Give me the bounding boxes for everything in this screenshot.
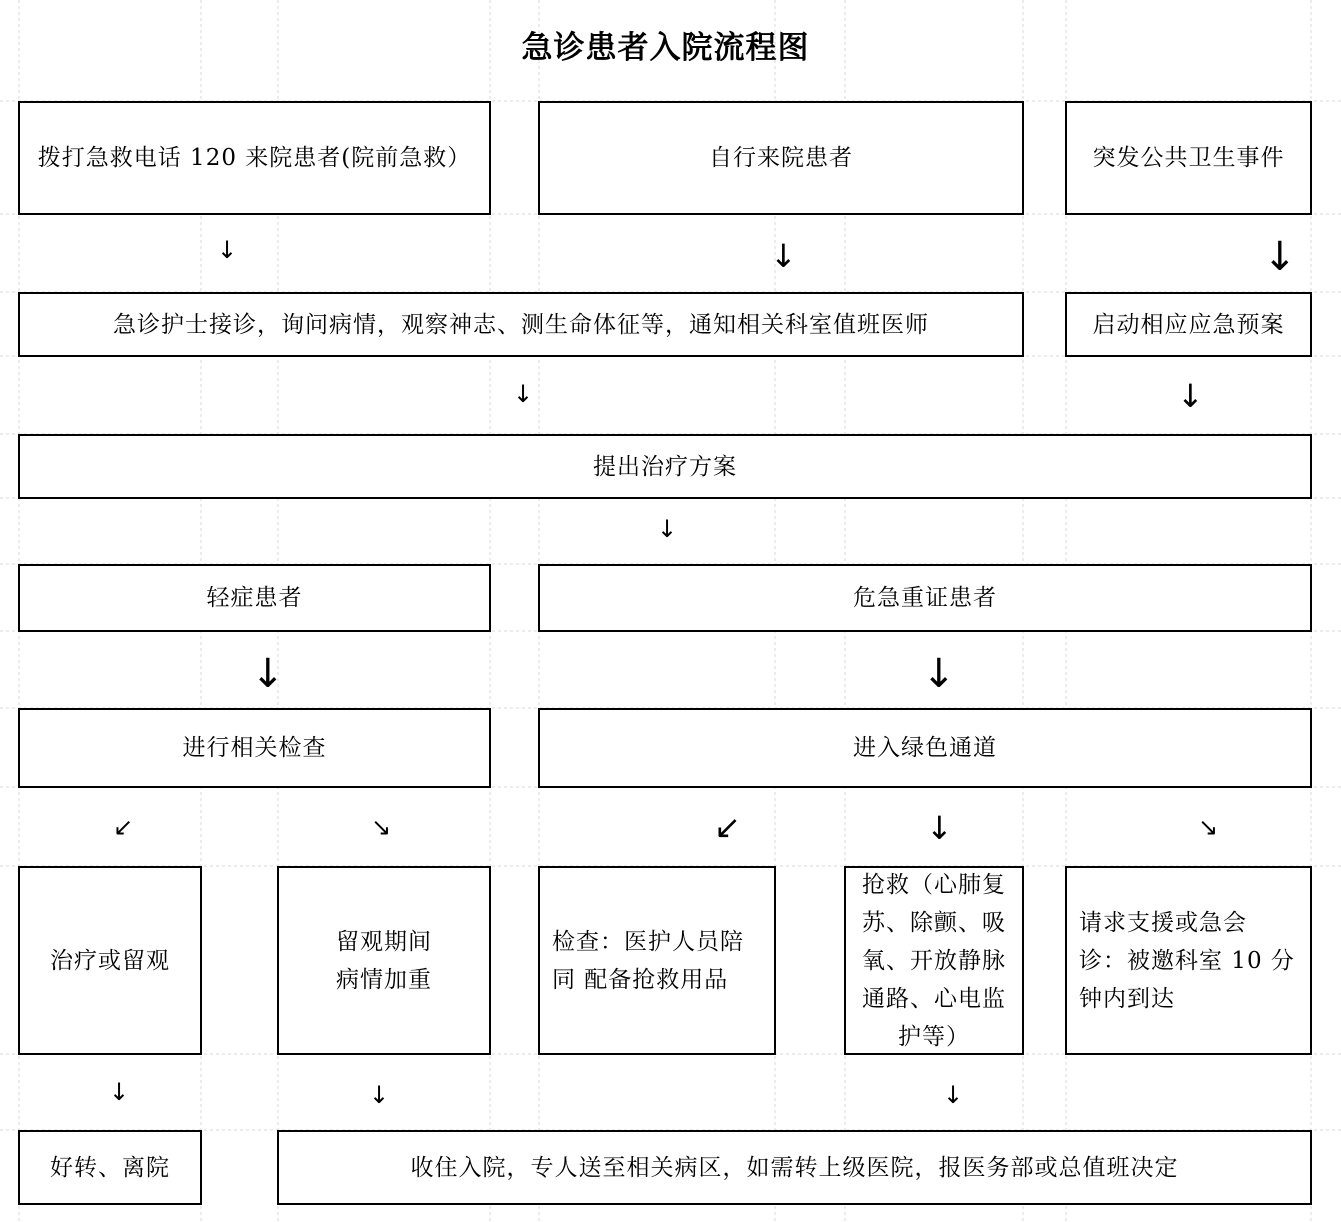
box-consult (1065, 866, 1312, 1055)
box-treatment-plan-label: 提出治疗方案 (593, 453, 737, 480)
box-related-exams-label: 进行相关检查 (182, 735, 327, 761)
arrow-down-left-icon: ↙ (714, 808, 741, 846)
arrow-down-icon: ↓ (251, 651, 285, 697)
box-emergency-plan (1065, 292, 1312, 357)
box-treatment-plan (18, 434, 1312, 499)
arrow-down-icon: ↓ (926, 809, 953, 847)
box-call-120-label: 拨打急救电话 120 来院患者(院前急救） (37, 145, 472, 171)
box-exam-escort-line: 同 配备抢救用品 (552, 966, 729, 993)
box-call-120 (18, 101, 491, 215)
arrow-down-icon: ↓ (1177, 377, 1204, 415)
box-treat-or-observe-label: 治疗或留观 (50, 947, 170, 974)
box-rescue-line: 护等） (898, 1023, 970, 1050)
box-nurse-reception (18, 292, 1024, 357)
box-consult-line: 请求支援或急会 (1079, 909, 1247, 936)
arrow-down-icon: ↓ (513, 380, 534, 408)
box-walk-in (538, 101, 1024, 215)
box-exam-escort-line: 检查：医护人员陪 (552, 928, 744, 955)
box-exam-escort (538, 866, 776, 1055)
box-public-health-event-label: 突发公共卫生事件 (1092, 145, 1285, 171)
box-rescue-line: 苏、除颤、吸 (862, 909, 1006, 936)
box-rescue-line: 抢救（心肺复 (862, 871, 1006, 898)
box-green-channel (538, 708, 1312, 788)
arrow-down-right-icon: ↘ (371, 813, 392, 841)
arrow-down-icon: ↓ (657, 515, 678, 543)
box-rescue-line: 通路、心电监 (862, 985, 1006, 1012)
box-admission (277, 1130, 1312, 1205)
box-observation-worsen (277, 866, 491, 1055)
box-critical-patients-label: 危急重证患者 (853, 585, 997, 611)
arrow-down-icon: ↓ (217, 236, 238, 264)
arrow-down-icon: ↓ (369, 1081, 390, 1109)
box-improve-discharge-label: 好转、离院 (50, 1154, 170, 1181)
box-emergency-plan-label: 启动相应应急预案 (1092, 311, 1285, 338)
box-observation-worsen-line: 留观期间 (336, 928, 432, 955)
box-observation-worsen-line: 病情加重 (336, 966, 432, 993)
box-consult-line: 钟内到达 (1079, 985, 1175, 1012)
box-public-health-event (1065, 101, 1312, 215)
arrow-down-icon: ↓ (109, 1078, 130, 1106)
arrow-down-icon: ↓ (922, 651, 956, 697)
arrow-down-icon: ↓ (1263, 234, 1297, 280)
arrow-down-icon: ↓ (770, 237, 797, 275)
box-critical-patients (538, 564, 1312, 632)
arrow-down-icon: ↓ (943, 1081, 964, 1109)
page-title: 急诊患者入院流程图 (521, 30, 810, 66)
box-related-exams (18, 708, 491, 788)
box-walk-in-label: 自行来院患者 (709, 145, 853, 171)
box-rescue-line: 氧、开放静脉 (862, 947, 1006, 974)
box-nurse-reception-label: 急诊护士接诊，询问病情，观察神志、测生命体征等，通知相关科室值班医师 (113, 311, 929, 338)
box-mild-patients-label: 轻症患者 (206, 585, 303, 611)
box-treat-or-observe (18, 866, 202, 1055)
box-consult-line: 诊：被邀科室 10 分 (1079, 947, 1295, 974)
box-green-channel-label: 进入绿色通道 (853, 735, 997, 761)
arrow-down-left-icon: ↙ (113, 813, 134, 841)
box-admission-label: 收住入院，专人送至相关病区，如需转上级医院，报医务部或总值班决定 (410, 1154, 1179, 1181)
arrow-down-right-icon: ↘ (1198, 813, 1219, 841)
box-improve-discharge (18, 1130, 202, 1205)
box-rescue (844, 866, 1024, 1055)
box-mild-patients (18, 564, 491, 632)
